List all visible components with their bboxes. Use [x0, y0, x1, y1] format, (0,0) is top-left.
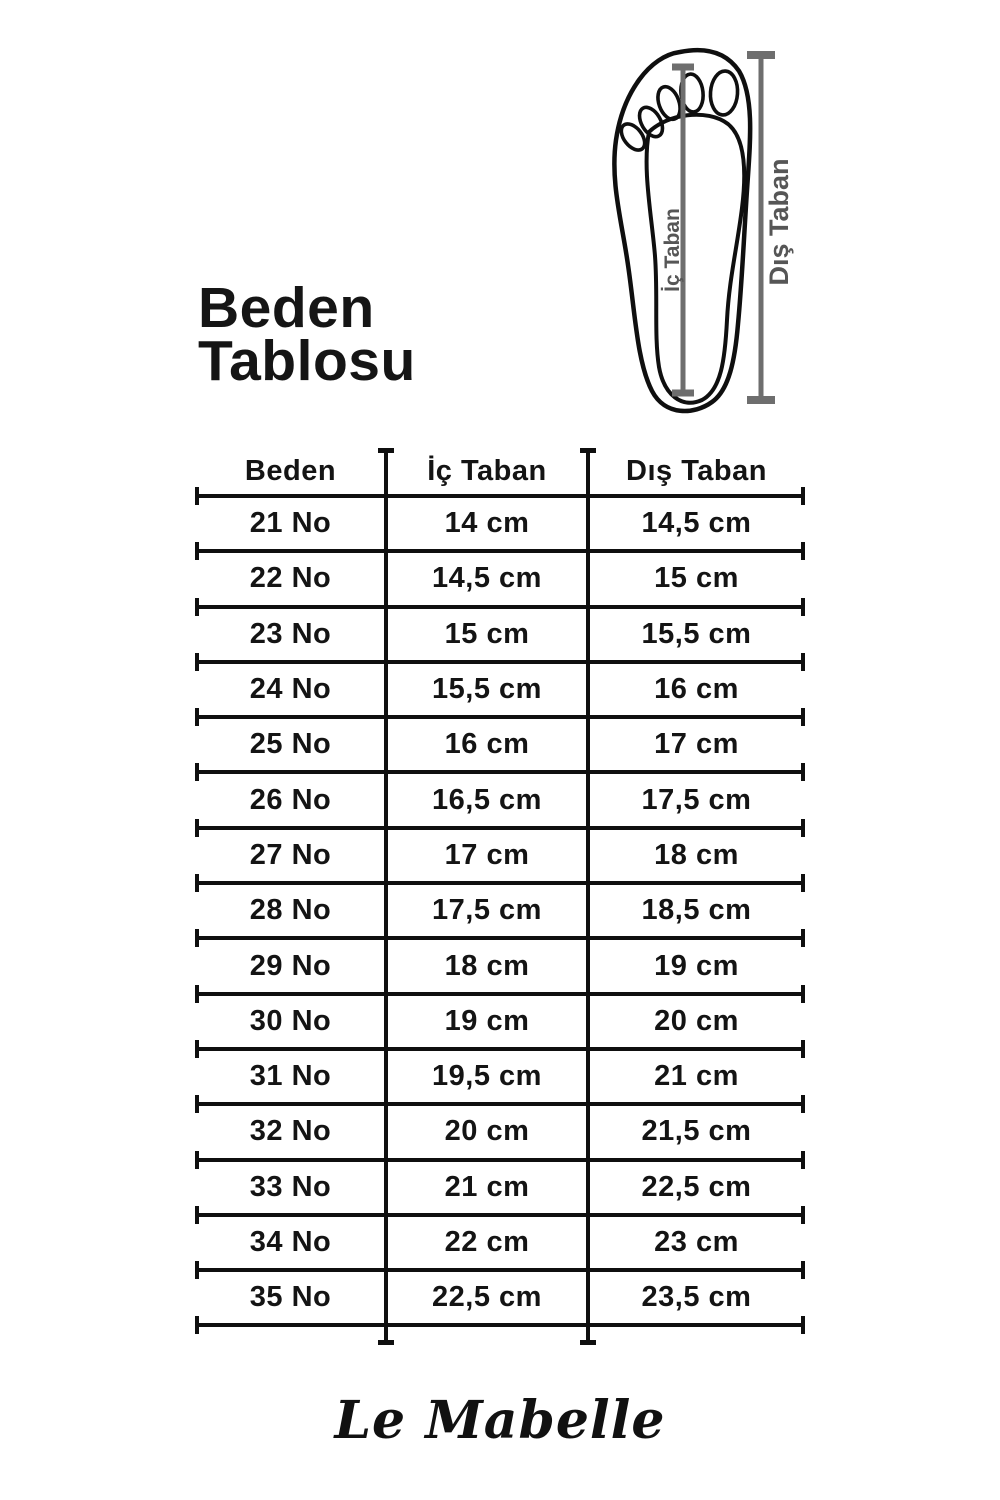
- row-divider: [195, 1213, 805, 1217]
- outer-sole-label: Dış Taban: [764, 158, 794, 286]
- row-divider: [195, 494, 805, 498]
- inner-sole-cell: 16,5 cm: [432, 783, 542, 816]
- outer-sole-cell: 21 cm: [654, 1060, 739, 1093]
- inner-sole-cell: 20 cm: [444, 1115, 530, 1148]
- row-divider: [195, 549, 805, 553]
- column-divider-2: [586, 448, 590, 1345]
- size-cell: 27 No: [249, 838, 332, 871]
- size-cell: 22 No: [249, 562, 332, 595]
- inner-sole-cell: 22 cm: [444, 1226, 530, 1258]
- table-row: [195, 940, 805, 991]
- size-cell: 23 No: [249, 617, 332, 650]
- size-cell: 26 No: [249, 783, 332, 816]
- size-cell: 21 No: [249, 507, 332, 540]
- inner-sole-cell: 17,5 cm: [432, 894, 542, 927]
- size-cell: 29 No: [249, 949, 332, 982]
- inner-sole-cell: 19,5 cm: [432, 1060, 542, 1093]
- size-cell: 28 No: [249, 894, 332, 927]
- header-cell-size: Beden: [244, 454, 337, 487]
- table-row: [195, 609, 805, 660]
- table-row: [195, 1051, 805, 1102]
- size-cell: 24 No: [249, 673, 332, 706]
- table-row: [195, 885, 805, 936]
- outer-sole-cell: 15,5 cm: [641, 617, 752, 650]
- size-cell: 25 No: [249, 728, 332, 761]
- brand-logo: Le Mabelle: [334, 1390, 666, 1451]
- table-row: [195, 1162, 805, 1213]
- size-cell: 32 No: [249, 1115, 332, 1148]
- outer-sole-cell: 22,5 cm: [641, 1170, 752, 1203]
- row-divider: [195, 1268, 805, 1272]
- table-row: [195, 498, 805, 549]
- row-divider: [195, 1047, 805, 1051]
- row-divider: [195, 770, 805, 774]
- page-title: [198, 276, 416, 393]
- inner-sole-cell: 22,5 cm: [432, 1281, 542, 1314]
- outer-sole-cell: 20 cm: [654, 1004, 739, 1037]
- inner-sole-cell: 16 cm: [444, 728, 530, 761]
- row-divider: [195, 936, 805, 940]
- inner-sole-cell: 19 cm: [444, 1004, 530, 1037]
- table-row: [195, 1106, 805, 1157]
- outer-sole-cell: 18,5 cm: [641, 894, 752, 927]
- row-divider: [195, 992, 805, 996]
- foot-diagram: [595, 30, 805, 430]
- size-cell: 33 No: [249, 1170, 332, 1203]
- inner-sole-cell: 21 cm: [444, 1170, 530, 1203]
- table-row: [195, 1272, 805, 1323]
- table-row: [195, 1217, 805, 1268]
- inner-sole-cell: 18 cm: [444, 949, 530, 982]
- row-divider: [195, 715, 805, 719]
- header-cell-outer-sole: Dış Taban: [626, 454, 767, 487]
- outer-sole-cell: 23,5 cm: [641, 1281, 752, 1314]
- table-row: [195, 996, 805, 1047]
- little-toe-ellipse: [617, 120, 650, 155]
- outer-sole-cell: 19 cm: [654, 949, 739, 982]
- inner-sole-cell: 14 cm: [444, 507, 530, 540]
- inner-sole-label: İç Taban: [661, 208, 684, 292]
- title-line-2: Tablosu: [198, 329, 416, 393]
- table-header-row: [195, 448, 805, 494]
- outer-sole-cell: 18 cm: [654, 838, 739, 871]
- title-line-1: Beden: [198, 276, 375, 340]
- column-divider-1: [384, 448, 388, 1345]
- header-cell-inner-sole: İç Taban: [427, 454, 547, 487]
- inner-sole-cell: 15,5 cm: [432, 673, 542, 706]
- row-divider: [195, 1323, 805, 1327]
- table-row: [195, 830, 805, 881]
- outer-sole-cell: 15 cm: [654, 562, 739, 595]
- size-cell: 35 No: [249, 1281, 332, 1314]
- inner-sole-cell: 17 cm: [444, 838, 530, 871]
- row-divider: [195, 881, 805, 885]
- row-divider: [195, 1102, 805, 1106]
- outer-sole-cell: 14,5 cm: [641, 507, 752, 540]
- outer-sole-cell: 23 cm: [654, 1226, 739, 1258]
- table-row: [195, 664, 805, 715]
- size-table: [195, 448, 805, 1327]
- outer-sole-cell: 17,5 cm: [641, 783, 752, 816]
- table-row: [195, 553, 805, 604]
- table-row: [195, 719, 805, 770]
- size-cell: 31 No: [249, 1060, 332, 1093]
- size-cell: 34 No: [249, 1226, 332, 1258]
- outer-sole-cell: 17 cm: [654, 728, 739, 761]
- inner-sole-cell: 15 cm: [444, 617, 530, 650]
- outer-sole-cell: 16 cm: [654, 673, 739, 706]
- table-row: [195, 774, 805, 825]
- row-divider: [195, 660, 805, 664]
- outer-sole-cell: 21,5 cm: [641, 1115, 752, 1148]
- big-toe-ellipse: [709, 70, 739, 116]
- row-divider: [195, 605, 805, 609]
- inner-sole-cell: 14,5 cm: [432, 562, 542, 595]
- row-divider: [195, 826, 805, 830]
- row-divider: [195, 1158, 805, 1162]
- size-cell: 30 No: [249, 1004, 332, 1037]
